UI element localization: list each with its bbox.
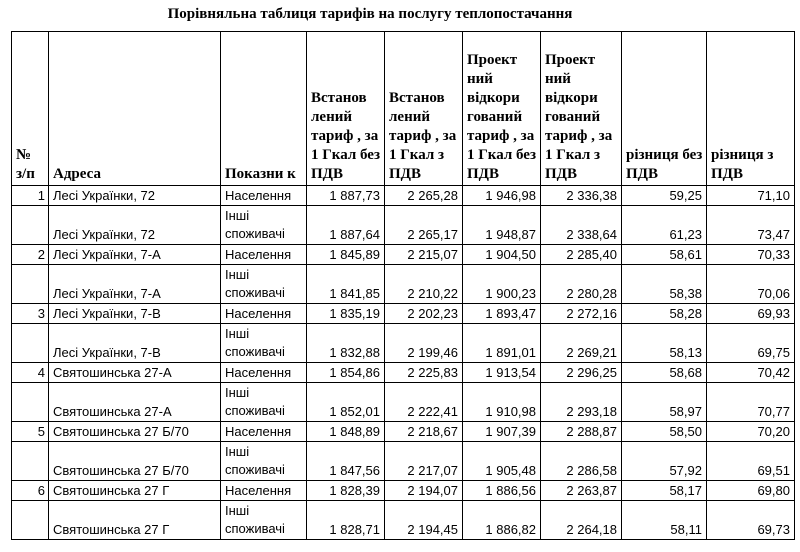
cell-indicator: Населення: [221, 245, 307, 265]
cell-tariff-vat: 2 265,28: [385, 186, 463, 206]
cell-num: [12, 206, 49, 245]
cell-proj-no-vat: 1 900,23: [463, 265, 541, 304]
cell-address: Лесі Українки, 7-В: [49, 304, 221, 324]
cell-tariff-no-vat: 1 841,85: [307, 265, 385, 304]
cell-address: Лесі Українки, 72: [49, 206, 221, 245]
cell-proj-vat: 2 285,40: [541, 245, 622, 265]
table-row: [12, 383, 795, 422]
cell-num: 2: [12, 245, 49, 265]
cell-address: Лесі Українки, 7-А: [49, 245, 221, 265]
table-row: [12, 442, 795, 481]
cell-tariff-no-vat: 1 832,88: [307, 324, 385, 363]
cell-indicator: Населення: [221, 186, 307, 206]
cell-diff-vat: 70,20: [707, 422, 795, 442]
cell-address: Святошинська 27 Г: [49, 481, 221, 501]
cell-diff-no-vat: 61,23: [622, 206, 707, 245]
cell-num: [12, 324, 49, 363]
header-proj-vat: Проект ний відкори гований тариф , за 1 Гкал з ПДВ: [541, 32, 622, 186]
cell-address: Святошинська 27 Г: [49, 501, 221, 540]
cell-address: Лесі Українки, 72: [49, 186, 221, 206]
cell-address: Лесі Українки, 7-В: [49, 324, 221, 363]
cell-proj-vat: 2 336,38: [541, 186, 622, 206]
table-row: [12, 206, 795, 245]
table-row: [12, 186, 795, 206]
cell-diff-no-vat: 58,17: [622, 481, 707, 501]
header-tariff-no-vat: Встанов лений тариф , за 1 Гкал без ПДВ: [307, 32, 385, 186]
cell-num: 1: [12, 186, 49, 206]
cell-indicator: Населення: [221, 481, 307, 501]
cell-diff-no-vat: 58,13: [622, 324, 707, 363]
cell-proj-vat: 2 263,87: [541, 481, 622, 501]
cell-num: [12, 383, 49, 422]
header-address: Адреса: [49, 32, 221, 186]
cell-proj-no-vat: 1 905,48: [463, 442, 541, 481]
cell-proj-vat: 2 272,16: [541, 304, 622, 324]
cell-address: Святошинська 27 Б/70: [49, 442, 221, 481]
cell-diff-vat: 70,42: [707, 363, 795, 383]
cell-diff-vat: 69,93: [707, 304, 795, 324]
header-diff-vat: різниця з ПДВ: [707, 32, 795, 186]
cell-proj-vat: 2 296,25: [541, 363, 622, 383]
cell-diff-vat: 69,80: [707, 481, 795, 501]
cell-num: 3: [12, 304, 49, 324]
cell-tariff-no-vat: 1 847,56: [307, 442, 385, 481]
cell-diff-vat: 73,47: [707, 206, 795, 245]
cell-address: Святошинська 27 Б/70: [49, 422, 221, 442]
header-indicator: Показни к: [221, 32, 307, 186]
header-row: [12, 32, 795, 186]
cell-tariff-no-vat: 1 852,01: [307, 383, 385, 422]
table-row: [12, 501, 795, 540]
cell-indicator: Інші споживачі: [221, 324, 307, 363]
cell-diff-vat: 70,06: [707, 265, 795, 304]
cell-diff-no-vat: 58,11: [622, 501, 707, 540]
cell-num: [12, 501, 49, 540]
cell-tariff-no-vat: 1 828,39: [307, 481, 385, 501]
cell-tariff-vat: 2 199,46: [385, 324, 463, 363]
cell-proj-no-vat: 1 886,56: [463, 481, 541, 501]
cell-proj-no-vat: 1 893,47: [463, 304, 541, 324]
cell-proj-no-vat: 1 886,82: [463, 501, 541, 540]
table-row: [12, 481, 795, 501]
table-row: [12, 363, 795, 383]
header-num: № з/п: [12, 32, 49, 186]
cell-tariff-no-vat: 1 835,19: [307, 304, 385, 324]
cell-diff-no-vat: 58,61: [622, 245, 707, 265]
header-diff-no-vat: різниця без ПДВ: [622, 32, 707, 186]
cell-indicator: Інші споживачі: [221, 383, 307, 422]
cell-indicator: Населення: [221, 304, 307, 324]
header-proj-no-vat: Проект ний відкори гований тариф , за 1 Гкал без ПДВ: [463, 32, 541, 186]
cell-num: [12, 265, 49, 304]
cell-diff-vat: 69,51: [707, 442, 795, 481]
cell-proj-no-vat: 1 913,54: [463, 363, 541, 383]
cell-diff-no-vat: 59,25: [622, 186, 707, 206]
cell-indicator: Інші споживачі: [221, 501, 307, 540]
table-row: [12, 324, 795, 363]
cell-proj-no-vat: 1 948,87: [463, 206, 541, 245]
cell-tariff-vat: 2 218,67: [385, 422, 463, 442]
cell-proj-no-vat: 1 891,01: [463, 324, 541, 363]
cell-diff-vat: 70,33: [707, 245, 795, 265]
cell-proj-vat: 2 293,18: [541, 383, 622, 422]
cell-diff-vat: 71,10: [707, 186, 795, 206]
cell-proj-vat: 2 280,28: [541, 265, 622, 304]
cell-diff-no-vat: 57,92: [622, 442, 707, 481]
cell-proj-vat: 2 269,21: [541, 324, 622, 363]
cell-tariff-no-vat: 1 828,71: [307, 501, 385, 540]
cell-diff-no-vat: 58,97: [622, 383, 707, 422]
cell-tariff-vat: 2 194,07: [385, 481, 463, 501]
cell-tariff-vat: 2 217,07: [385, 442, 463, 481]
cell-tariff-no-vat: 1 887,73: [307, 186, 385, 206]
page-title: Порівняльна таблиця тарифів на послугу теплопостачання: [167, 6, 573, 22]
cell-proj-no-vat: 1 946,98: [463, 186, 541, 206]
cell-num: [12, 442, 49, 481]
cell-proj-vat: 2 338,64: [541, 206, 622, 245]
cell-proj-vat: 2 288,87: [541, 422, 622, 442]
cell-tariff-vat: 2 225,83: [385, 363, 463, 383]
cell-address: Святошинська 27-А: [49, 383, 221, 422]
cell-proj-vat: 2 264,18: [541, 501, 622, 540]
cell-tariff-vat: 2 215,07: [385, 245, 463, 265]
cell-diff-no-vat: 58,50: [622, 422, 707, 442]
cell-tariff-vat: 2 265,17: [385, 206, 463, 245]
header-tariff-vat: Встанов лений тариф , за 1 Гкал з ПДВ: [385, 32, 463, 186]
cell-diff-no-vat: 58,38: [622, 265, 707, 304]
cell-diff-no-vat: 58,28: [622, 304, 707, 324]
cell-tariff-no-vat: 1 845,89: [307, 245, 385, 265]
cell-tariff-no-vat: 1 887,64: [307, 206, 385, 245]
table-row: [12, 265, 795, 304]
cell-tariff-vat: 2 194,45: [385, 501, 463, 540]
cell-proj-no-vat: 1 907,39: [463, 422, 541, 442]
tariff-table: [11, 31, 795, 540]
cell-tariff-no-vat: 1 854,86: [307, 363, 385, 383]
cell-num: 4: [12, 363, 49, 383]
cell-num: 6: [12, 481, 49, 501]
cell-indicator: Інші споживачі: [221, 442, 307, 481]
cell-diff-vat: 69,73: [707, 501, 795, 540]
cell-tariff-vat: 2 222,41: [385, 383, 463, 422]
cell-indicator: Населення: [221, 363, 307, 383]
table-row: [12, 304, 795, 324]
cell-address: Лесі Українки, 7-А: [49, 265, 221, 304]
table-row: [12, 422, 795, 442]
cell-tariff-vat: 2 210,22: [385, 265, 463, 304]
cell-tariff-vat: 2 202,23: [385, 304, 463, 324]
cell-address: Святошинська 27-А: [49, 363, 221, 383]
cell-diff-no-vat: 58,68: [622, 363, 707, 383]
cell-num: 5: [12, 422, 49, 442]
cell-indicator: Населення: [221, 422, 307, 442]
cell-tariff-no-vat: 1 848,89: [307, 422, 385, 442]
cell-proj-no-vat: 1 910,98: [463, 383, 541, 422]
cell-diff-vat: 69,75: [707, 324, 795, 363]
cell-indicator: Інші споживачі: [221, 206, 307, 245]
table-row: [12, 245, 795, 265]
cell-proj-no-vat: 1 904,50: [463, 245, 541, 265]
cell-diff-vat: 70,77: [707, 383, 795, 422]
cell-proj-vat: 2 286,58: [541, 442, 622, 481]
cell-indicator: Інші споживачі: [221, 265, 307, 304]
